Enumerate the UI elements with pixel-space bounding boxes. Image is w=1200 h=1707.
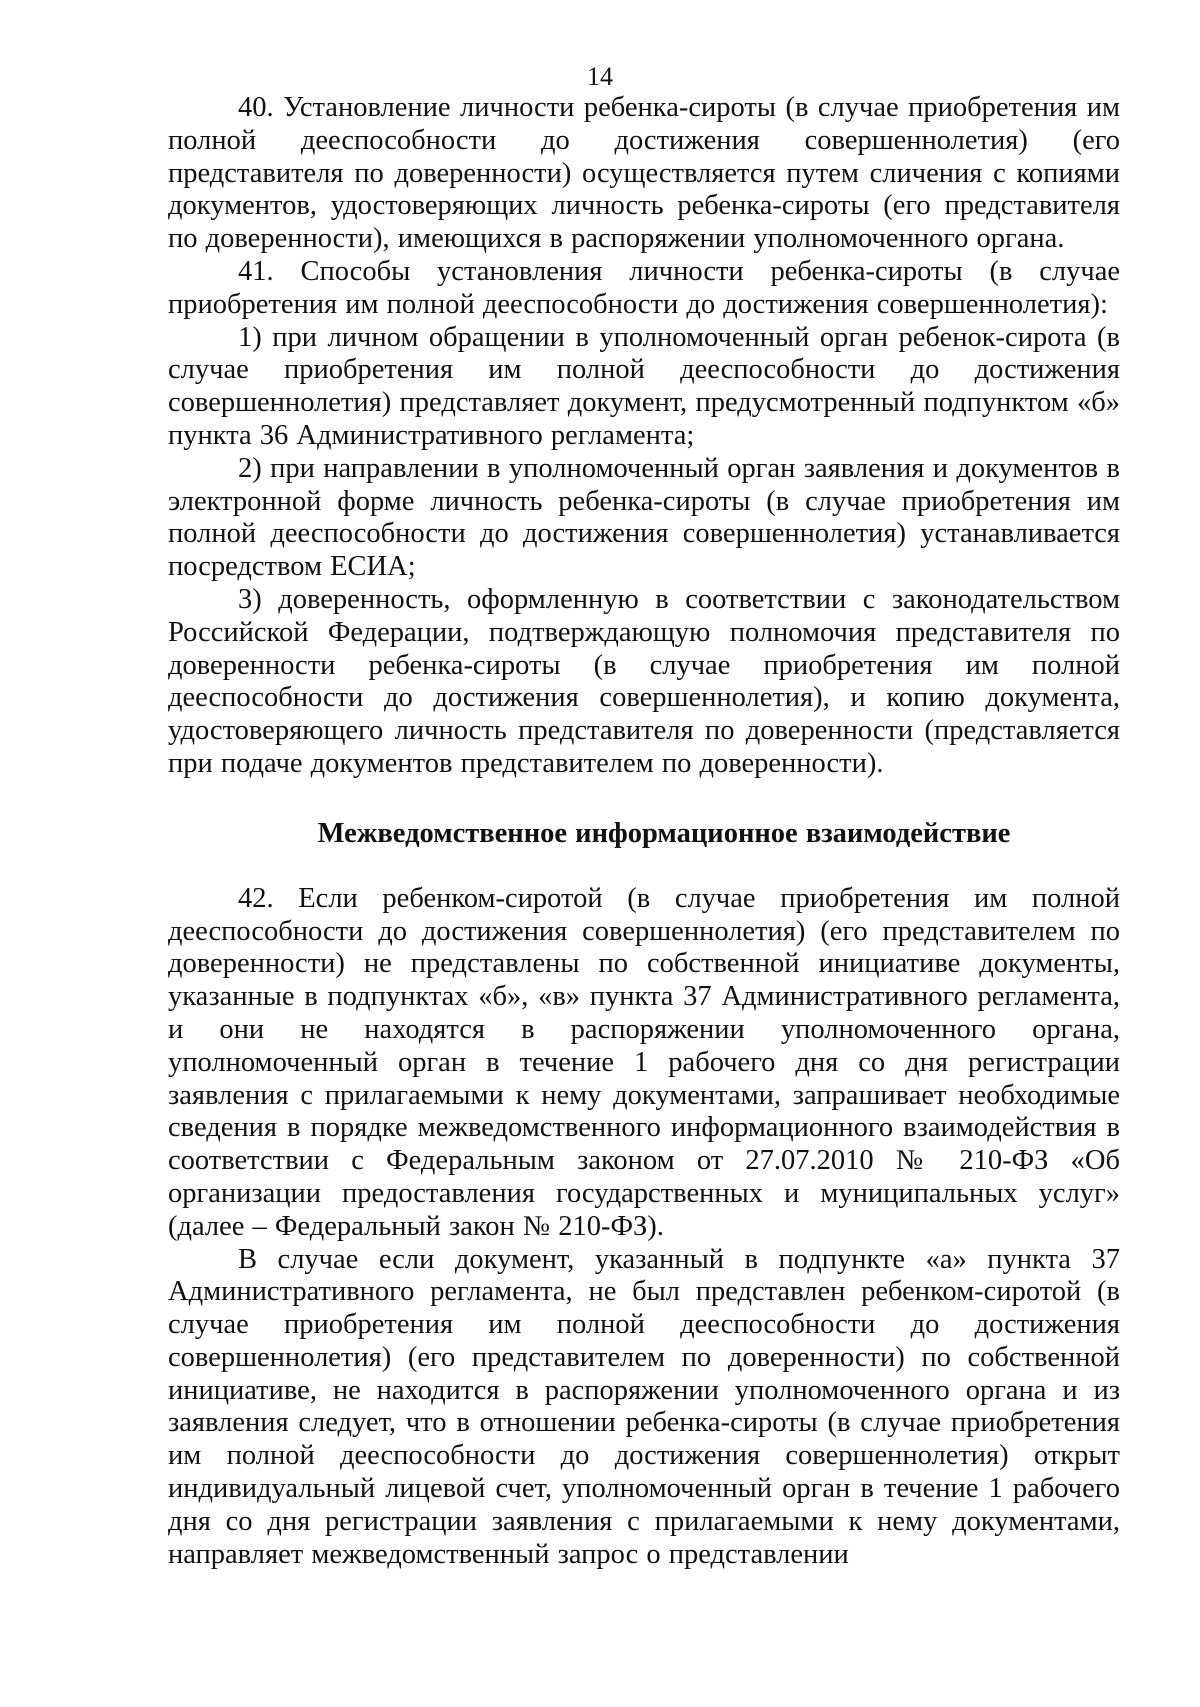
section-heading: Межведомственное информационное взаимодействие [317,817,1011,849]
paragraph-42-continuation: В случае если документ, указанный в подпункте «а» пункта 37 Административного регламента, не был представлен ребенком-сиротой (в случае приобретения им полной дееспособности до достижения совершеннолетия) (его представителем по доверенности) по собственной инициативе, не находится в распоряжении уполномоченного органа и из заявления следует, что в отношении ребенка-сироты (в случае приобретения им полной дееспособности до достижения совершеннолетия) открыт индивидуальный лицевой счет, уполномоченный орган в течение 1 рабочего дня со дня регистрации заявления с прилагаемыми к нему документами, направляет межведомственный запрос о представлении [168,1243,1120,1570]
paragraph-40: 40. Установление личности ребенка-сироты (в случае приобретения им полной дееспособности до достижения совершеннолетия) (его представителя по доверенности) осуществляется путем сличения с копиями документов, удостоверяющих личность ребенка-сироты (его представителя по доверенности), имеющихся в распоряжении уполномоченного органа. [168,92,1120,255]
paragraph-41-item-3: 3) доверенность, оформленную в соответствии с законодательством Российской Федерации, подтверждающую полномочия представителя по доверенности ребенка-сироты (в случае приобретения им полной дееспособности до достижения совершеннолетия), и копию документа, удостоверяющего личность представителя по доверенности (представляется при подаче документов представителем по доверенности). [168,583,1120,779]
page-number: 14 [587,62,613,91]
paragraph-41: 41. Способы установления личности ребенка-сироты (в случае приобретения им полной дееспособности до достижения совершеннолетия): [168,255,1120,320]
paragraph-41-item-2: 2) при направлении в уполномоченный орган заявления и документов в электронной форме личность ребенка-сироты (в случае приобретения им полной дееспособности до достижения совершеннолетия) устанавливается посредством ЕСИА; [168,452,1120,583]
paragraph-41-item-1: 1) при личном обращении в уполномоченный орган ребенок-сирота (в случае приобретения им полной дееспособности до достижения совершеннолетия) представляет документ, предусмотренный подпунктом «б» пункта 36 Административного регламента; [168,321,1120,451]
document-body [168,92,1120,1571]
paragraph-42: 42. Если ребенком-сиротой (в случае приобретения им полной дееспособности до достижения совершеннолетия) (его представителем по доверенности) не представлены по собственной инициативе документы, указанные в подпунктах «б», «в» пункта 37 Административного регламента, и они не находятся в распоряжении уполномоченного органа, уполномоченный орган в течение 1 рабочего дня со дня регистрации заявления с прилагаемыми к нему документами, запрашивает необходимые сведения в порядке межведомственного информационного взаимодействия в соответствии с Федеральным законом от 27.07.2010 № 210-ФЗ «Об организации предоставления государственных и муниципальных услуг» (далее – Федеральный закон № 210-ФЗ). [168,882,1120,1242]
